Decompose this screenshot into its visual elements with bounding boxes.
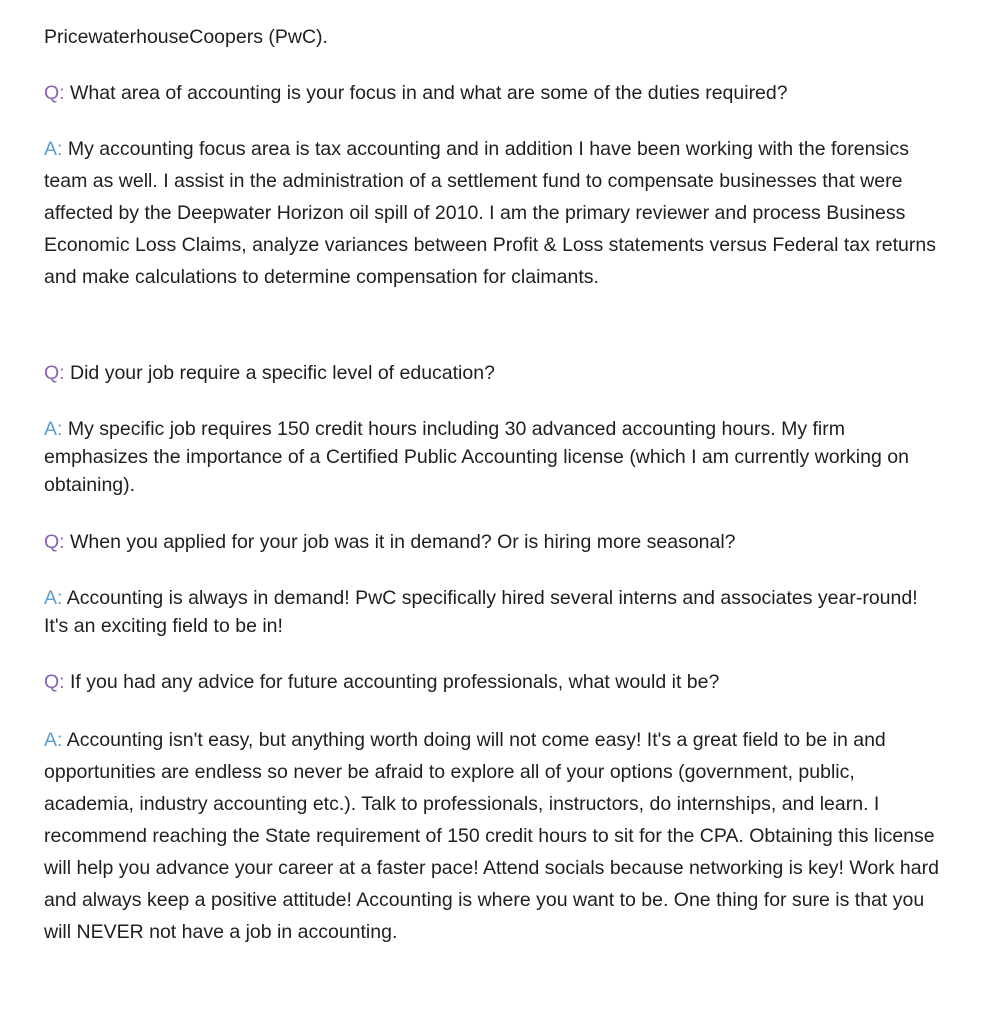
- question-label: Q:: [44, 671, 65, 693]
- answer-label: A:: [44, 138, 63, 160]
- question-1: [44, 82, 788, 105]
- intro-text: PricewaterhouseCoopers (PwC).: [44, 26, 328, 48]
- answer-1: [44, 133, 944, 293]
- answer-3: [44, 584, 944, 640]
- answer-text: Accounting is always in demand! PwC specifically hired several interns and associates year-round! It's an exciting field to be in!: [44, 587, 918, 637]
- question-label: Q:: [44, 531, 65, 553]
- answer-label: A:: [44, 587, 63, 609]
- question-text: When you applied for your job was it in demand? Or is hiring more seasonal?: [70, 531, 736, 553]
- answer-label: A:: [44, 729, 63, 751]
- question-text: If you had any advice for future accounting professionals, what would it be?: [70, 671, 720, 693]
- intro-line: [44, 26, 328, 49]
- answer-label: A:: [44, 418, 63, 440]
- question-label: Q:: [44, 362, 65, 384]
- question-text: Did your job require a specific level of education?: [70, 362, 495, 384]
- answer-4: [44, 724, 944, 948]
- answer-2: [44, 415, 944, 499]
- answer-text: Accounting isn't easy, but anything worth doing will not come easy! It's a great field to be in and opportunities are endless so never be afraid to explore all of your options (government, public, academia, industry accounting etc.). Talk to professionals, instructors, do internships, and learn. I recommend reaching the State requirement of 150 credit hours to sit for the CPA. Obtaining this license will help you advance your career at a faster pace! Attend socials because networking is key! Work hard and always keep a positive attitude! Accounting is where you want to be. One thing for sure is that you will NEVER not have a job in accounting.: [44, 729, 939, 943]
- answer-text: My accounting focus area is tax accounting and in addition I have been working with the forensics team as well. I assist in the administration of a settlement fund to compensate businesses that were affected by the Deepwater Horizon oil spill of 2010. I am the primary reviewer and process Business Economic Loss Claims, analyze variances between Profit & Loss statements versus Federal tax returns and make calculations to determine compensation for claimants.: [44, 138, 936, 288]
- question-4: [44, 671, 719, 694]
- answer-text: My specific job requires 150 credit hours including 30 advanced accounting hours. My firm emphasizes the importance of a Certified Public Accounting license (which I am currently working on obtaining).: [44, 418, 909, 496]
- question-2: [44, 362, 495, 385]
- question-3: [44, 531, 736, 554]
- question-label: Q:: [44, 82, 65, 104]
- question-text: What area of accounting is your focus in and what are some of the duties required?: [70, 82, 788, 104]
